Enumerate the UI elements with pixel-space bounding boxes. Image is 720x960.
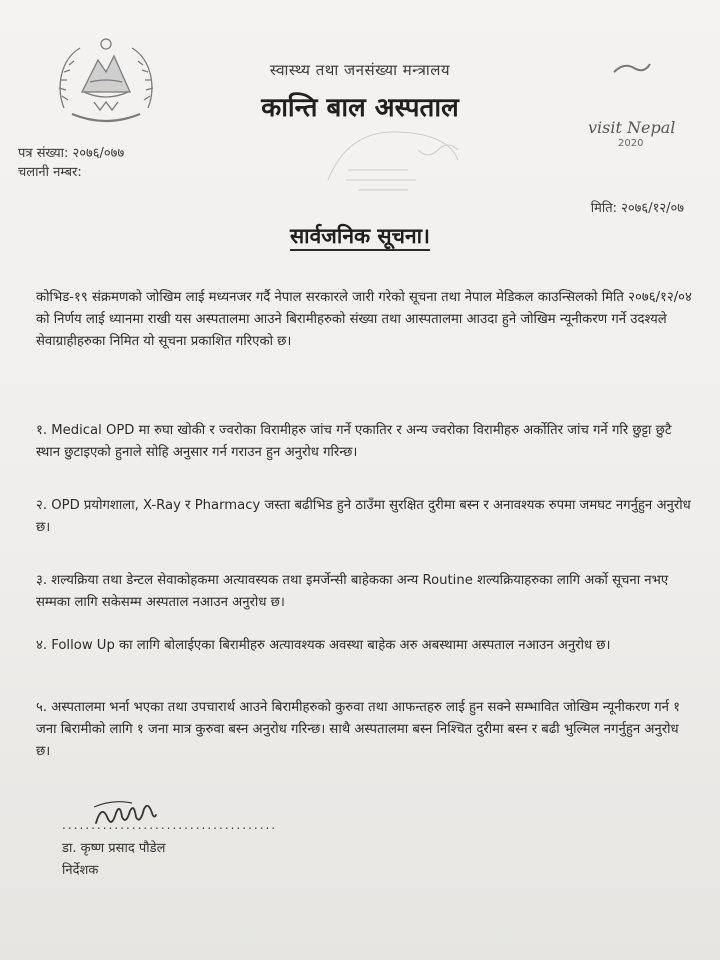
signature-line: ..................................... [62, 818, 278, 832]
notice-point-1: १. Medical OPD मा रुघा खोकी र ज्वरोका विरामीहरु जांच गर्ने एकातिर र अन्य ज्वरोका विरामीहरु अर्कोतिर जांच गर्ने गरि छुट्टा छुटै स्थान छुटाइएको हुनाले सोहि अनुसार गर्न गराउन हुन अनुरोध गरिन्छ। [36, 423, 672, 460]
notice-point-5: ५. अस्पतालमा भर्ना भएका तथा उपचारार्थ आउने बिरामीहरुको कुरुवा तथा आफन्तहरु लाई हुन सक्ने सम्भावित जोखिम न्यूनीकरण गर्न १ जना बिरामीको लागि १ जना मात्र कुरुवा बस्न अनुरोध गरिन्छ। साथै अस्पतालमा बस्न निश्चित दुरीमा बस्न र बढी भुल्मिल नगर्नुहुन अनुरोध छ। [36, 700, 680, 759]
notice-title-wrapper [0, 222, 720, 250]
notice-date: मिति: २०७६/१२/०७ [590, 201, 684, 216]
faint-stamp-icon [318, 120, 468, 202]
visit-nepal-logo [588, 56, 698, 156]
dispatch-number: चलानी नम्बर: [18, 165, 82, 180]
visit-nepal-year: 2020 [618, 138, 644, 149]
signer-role: निर्देशक [62, 863, 99, 878]
notice-point-2: २. OPD प्रयोगशाला, X-Ray र Pharmacy जस्ता बढीभिड हुने ठाउँमा सुरक्षित दुरीमा बस्न र अनावश्यक रुपमा जमघट नगर्नुहुन अनुरोध छ। [36, 498, 691, 535]
ministry-name: स्वास्थ्य तथा जनसंख्या मन्त्रालय [269, 61, 451, 79]
hospital-name: कान्ति बाल अस्पताल [261, 93, 459, 123]
notice-title: सार्वजनिक सूचना। [290, 224, 430, 251]
notice-intro: कोभिड-१९ संक्रमणको जोखिम लाई मध्यनजर गर्दै नेपाल सरकारले जारी गरेको सूचना तथा नेपाल मेडिकल काउन्सिलको मिति २०७६/१२/०४ को निर्णय लाई ध्यानमा राखी यस अस्पतालमा आउने बिरामीहरुको संख्या तथा आस्पतालमा आउदा हुने जोखिम न्यूनीकरण गर्ने उदश्यले सेवाग्राहीहरुका निमित यो सूचना प्रकाशित गरिएको छ। [36, 290, 692, 349]
notice-point-3: ३. शल्यक्रिया तथा डेन्टल सेवाकोहकमा अत्यावस्यक तथा इमर्जेन्सी बाहेकका अन्य Routine शल्यक्रियाहरुका लागि अर्को सूचना नभए सम्मका लागि सकेसम्म अस्पताल नआउन अनुरोध छ। [36, 573, 669, 610]
signer-name: डा. कृष्ण प्रसाद पौडेल [62, 841, 166, 856]
visit-nepal-text: visit Nepal [588, 118, 676, 137]
notice-point-4: ४. Follow Up का लागि बोलाईएका बिरामीहरु अत्यावश्यक अवस्था बाहेक अरु अबस्थामा अस्पताल नआउन अनुरोध छ। [36, 638, 611, 653]
visit-nepal-mark-icon [612, 58, 652, 78]
letter-number: पत्र संख्या: २०७६/०७७ [18, 146, 125, 161]
